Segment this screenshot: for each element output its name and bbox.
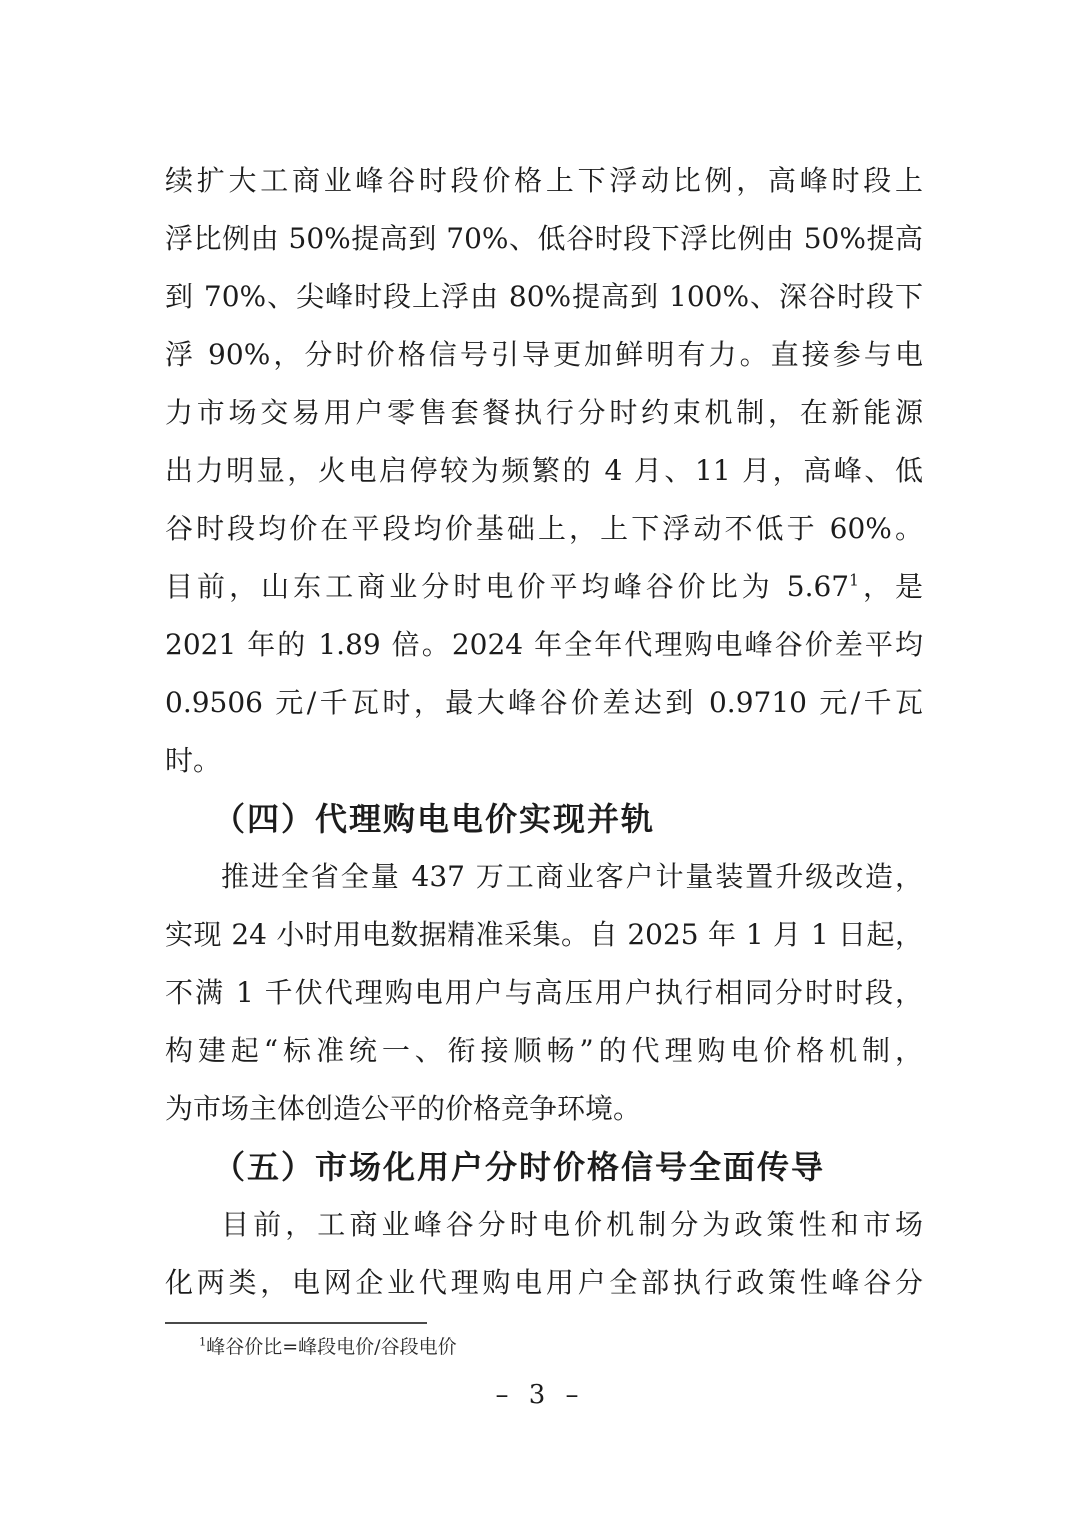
- body-line: 力市场交易用户零售套餐执行分时约束机制，在新能源: [165, 396, 923, 429]
- footnote-ref-marker: 1: [849, 571, 859, 590]
- body-line: 浮比例由 50%提高到 70%、低谷时段下浮比例由 50%提高: [165, 222, 923, 255]
- footnote-text: 峰谷价比=峰段电价/谷段电价: [206, 1336, 457, 1358]
- body-line: 构建起“标准统一、衔接顺畅”的代理购电价格机制，: [165, 1034, 923, 1067]
- body-line: 浮 90%，分时价格信号引导更加鲜明有力。直接参与电: [165, 338, 923, 371]
- body-line: 化两类，电网企业代理购电用户全部执行政策性峰谷分: [165, 1266, 923, 1299]
- body-line-text: ，是: [858, 570, 923, 603]
- body-line: 出力明显，火电启停较为频繁的 4 月、11 月，高峰、低: [165, 454, 923, 487]
- body-line: 到 70%、尖峰时段上浮由 80%提高到 100%、深谷时段下: [165, 280, 923, 313]
- body-line: 实现 24 小时用电数据精准采集。自 2025 年 1 月 1 日起，: [165, 918, 923, 951]
- body-line: 时。: [165, 744, 222, 777]
- body-line: 不满 1 千伏代理购电用户与高压用户执行相同分时时段，: [165, 976, 923, 1009]
- body-line: 谷时段均价在平段均价基础上，上下浮动不低于 60%。: [165, 512, 923, 545]
- footnote-divider: [165, 1322, 427, 1324]
- page-number: – 3 –: [495, 1380, 585, 1410]
- footnote: [165, 1332, 899, 1362]
- body-line-with-footnote-ref: [165, 558, 923, 616]
- body-line: 为市场主体创造公平的价格竞争环境。: [165, 1092, 642, 1125]
- footnote-marker: 1: [199, 1334, 207, 1349]
- section-5-heading: （五）市场化用户分时价格信号全面传导: [213, 1148, 826, 1186]
- body-line-text: 目前，山东工商业分时电价平均峰谷价比为 5.67: [165, 570, 850, 603]
- body-line: 0.9506 元/千瓦时，最大峰谷价差达到 0.9710 元/千瓦: [165, 686, 923, 719]
- body-line: 推进全省全量 437 万工商业客户计量装置升级改造，: [221, 860, 923, 893]
- body-line: 续扩大工商业峰谷时段价格上下浮动比例，高峰时段上: [165, 164, 923, 197]
- document-body: [165, 152, 923, 1312]
- body-line: 2021 年的 1.89 倍。2024 年全年代理购电峰谷价差平均: [165, 628, 923, 661]
- body-line: 目前，工商业峰谷分时电价机制分为政策性和市场: [221, 1208, 923, 1241]
- section-4-heading: （四）代理购电电价实现并轨: [213, 800, 656, 838]
